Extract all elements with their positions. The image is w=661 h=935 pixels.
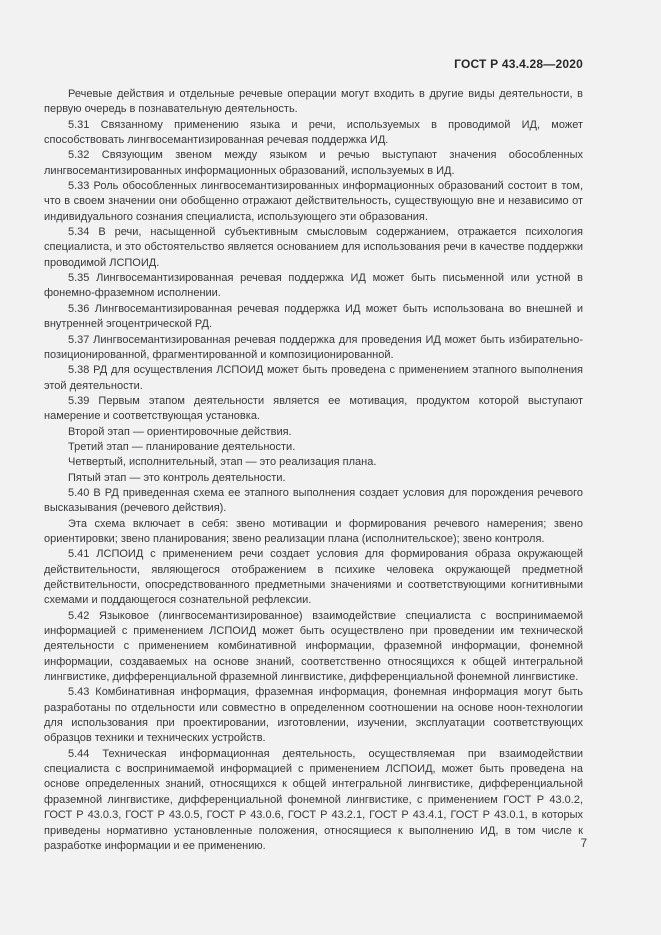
paragraph: 5.35 Лингвосемантизированная речевая поддержка ИД может быть письменной или устной в фонемно-фраземном исполнении. (44, 272, 583, 300)
paragraph: 5.34 В речи, насыщенной субъективным смысловым содержанием, отражается психология специалиста, и это обстоятельство является основанием для использования речи в качестве поддержки проводимой ЛСПОИД. (44, 226, 583, 269)
paragraph: 5.36 Лингвосемантизированная речевая поддержка ИД может быть использована во внешней и внутренней эгоцентрической РД. (44, 302, 583, 331)
paragraph: 5.44 Техническая информационная деятельность, осуществляемая при взаимодействии специалиста с воспринимаемой информацией с применением ЛСПОИД, может быть проведена на основе определенных знаний, относящихся к общей интегральной лингвистике, дифференциальной фраземной лингвистике, дифференциальной фонемной лингвистике, с применением ГОСТ Р 43.0.2, ГОСТ Р 43.0.3, ГОСТ Р 43.0.5, ГОСТ Р 43.0.6, ГОСТ Р 43.2.1, ГОСТ Р 43.4.1, ГОСТ Р 43.0.1, в которых приведены нормативно установленные положения, относящиеся к выполнению ИД, в том числе к разработке информации и ее применению. (44, 747, 583, 852)
paragraph: 5.32 Связующим звеном между языком и речью выступают значения обособленных лингвосемантизированных информационных образований, используемых в ИД. (44, 149, 583, 177)
page-header (44, 57, 583, 71)
standard-number: ГОСТ Р 43.4.28—2020 (454, 57, 583, 71)
paragraph: 5.40 В РД приведенная схема ее этапного выполнения создает условия для порождения речевого высказывания (речевого действия). (44, 486, 583, 515)
paragraph: Речевые действия и отдельные речевые операции могут входить в другие виды деятельности, в первую очередь в познавательную деятельность. (44, 88, 583, 116)
paragraph: 5.31 Связанному применению языка и речи, используемых в проводимой ИД, может способствовать лингвосемантизированная речевая поддержка ИД. (44, 118, 583, 147)
document-body (44, 87, 583, 854)
paragraph: 5.42 Языковое (лингвосемантизированное) взаимодействие специалиста с воспринимаемой информацией с применением ЛСПОИД может быть осуществлено при проведении им технической деятельности с применением комбинативной информации, фраземной информации, фонемной информации, создаваемых на основе знаний, соответственно относящихся к общей интегральной лингвистике, дифференциальной фраземной лингвистике, дифференциальной фонемной лингвистике. (44, 609, 583, 684)
paragraph: 5.33 Роль обособленных лингвосемантизированных информационных образований состоит в том, что в своем значении они обобщенно отражают действительность, существующую вне и независимо от индивидуального сознания специалиста, использующего эти образования. (44, 180, 583, 223)
paragraph: Четвертый, исполнительный, этап — это реализация плана. (68, 456, 377, 469)
paragraph: Второй этап — ориентировочные действия. (68, 425, 292, 438)
paragraph: 5.39 Первым этапом деятельности является ее мотивация, продуктом которой выступают намерение и соответствующая установка. (44, 394, 583, 423)
paragraph: 5.38 РД для осуществления ЛСПОИД может быть проведена с применением этапного выполнения этой деятельности. (44, 364, 583, 392)
paragraph: 5.37 Лингвосемантизированная речевая поддержка для проведения ИД может быть избирательно-позиционированной, фрагментированной и композиционированной. (44, 333, 583, 361)
paragraph: Пятый этап — это контроль деятельности. (68, 471, 286, 484)
page-number: 7 (580, 838, 587, 850)
page-footer (44, 838, 587, 850)
paragraph: Третий этап — планирование деятельности. (68, 440, 296, 453)
paragraph: 5.41 ЛСПОИД с применением речи создает условия для формирования образа окружающей действительности, являющегося отображением в психике человека окружающей предметной действительности, опосредствованного предметными значениями и соответствующими когнитивными схемами и поддающегося сознательной рефлексии. (44, 548, 583, 607)
paragraph: Эта схема включает в себя: звено мотивации и формирования речевого намерения; звено ориентировки; звено планирования; звено реализации плана (исполнительское); звено контроля. (44, 517, 583, 545)
paragraph: 5.43 Комбинативная информация, фраземная информация, фонемная информация могут быть разработаны по отдельности или совместно в определенном соотношении на основе ноон-технологии для использования при проектировании, изготовлении, изучении, эксплуатации соответствующих образцов техники и технических устройств. (44, 686, 583, 745)
